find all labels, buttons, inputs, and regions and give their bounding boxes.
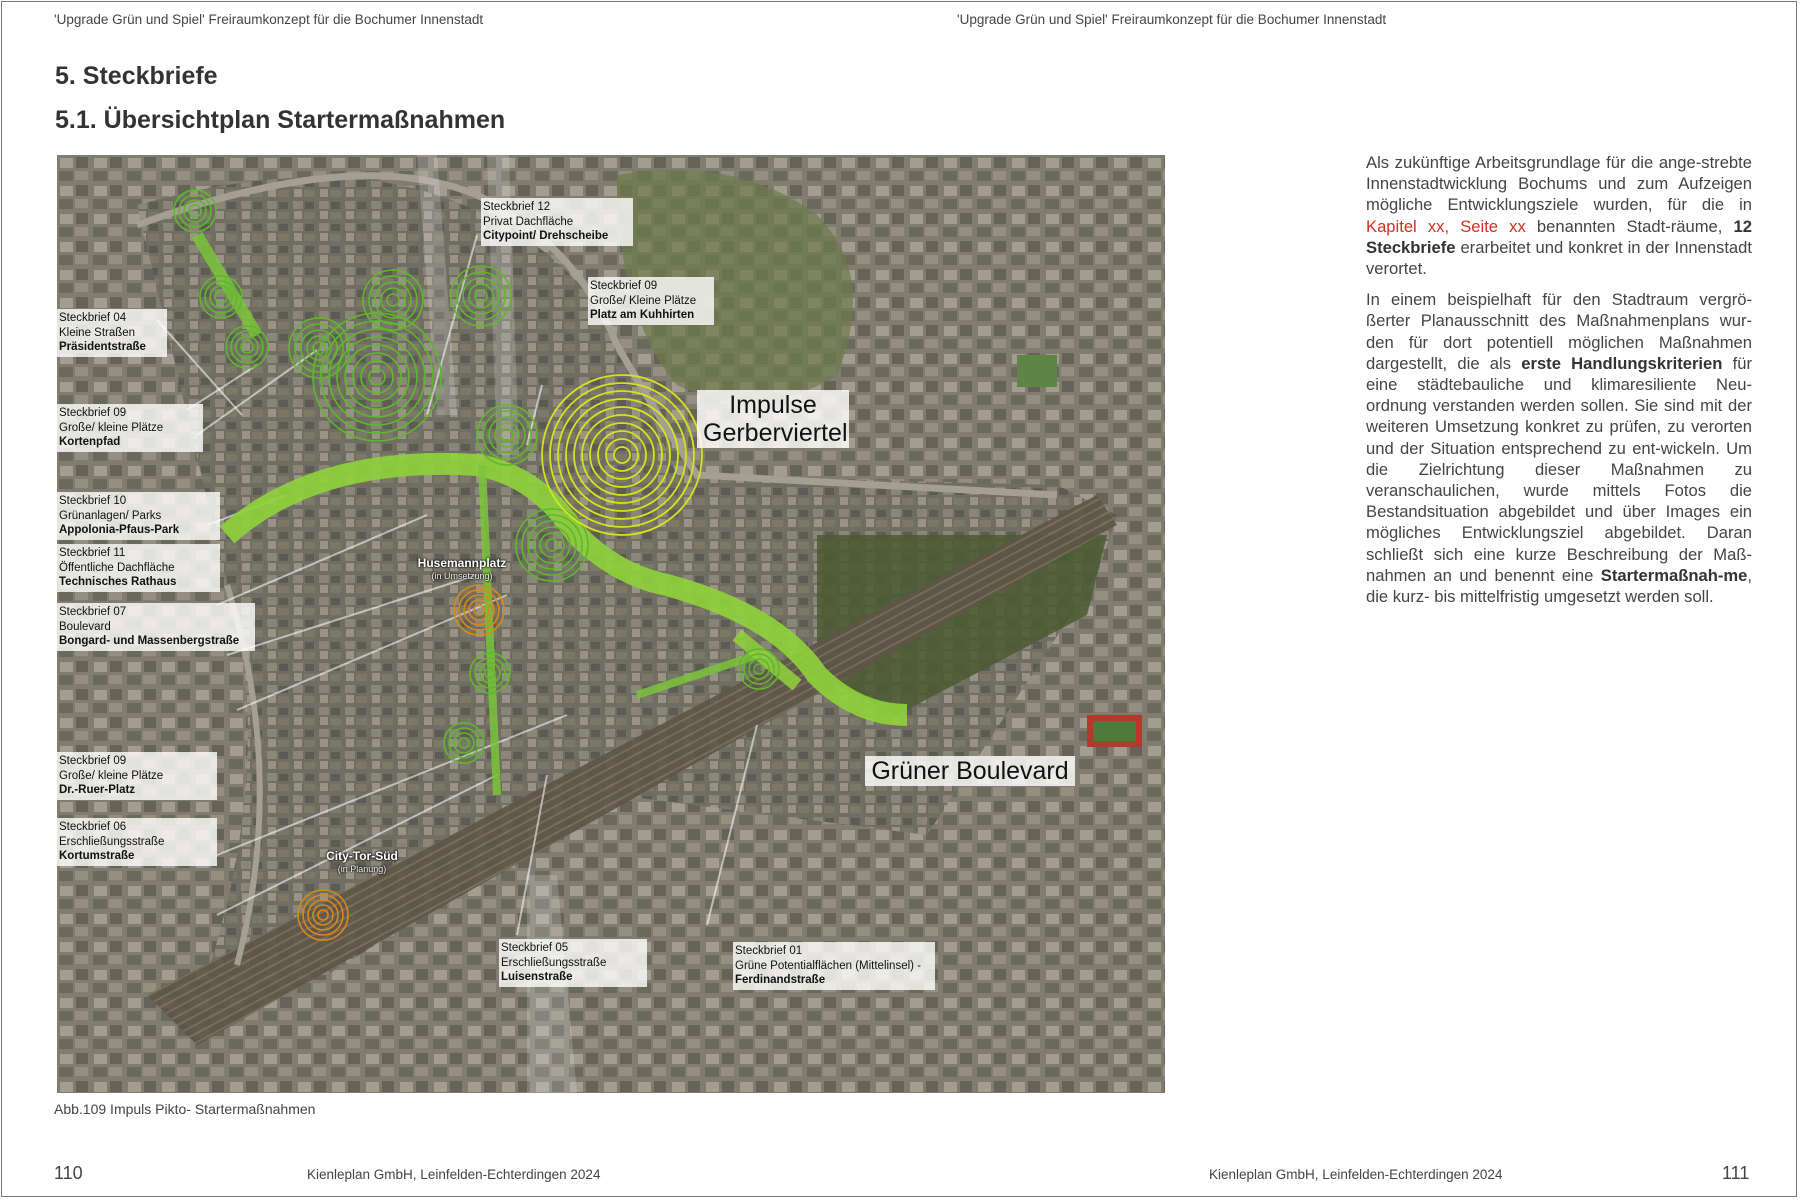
- gruener-boulevard-label: Grüner Boulevard: [865, 756, 1075, 786]
- section-title: 5.1. Übersichtplan Startermaßnahmen: [55, 106, 506, 134]
- callout-steckbrief-12: Steckbrief 12 Privat Dachfläche Citypoint/ Drehscheibe: [481, 198, 633, 246]
- figure-caption: Abb.109 Impuls Pikto- Startermaßnahmen: [54, 1101, 316, 1117]
- paragraph-2: In einem beispielhaft für den Stadtraum vergrö-ßerter Planausschnitt des Maßnahmenplans wur-den für dort potentiell möglichen Maßnahmen dargestellt, die als erste Handlungskriterien für eine städtebauliche und klimaresiliente Neu-ordnung verstanden werden sollen. Sie sind mit der weiteren Umsetzung konkret zu prüfen, zu verorten und der Situation entsprechend zu ent-wickeln. Um die Zielrichtung dieser Maßnahmen zu veranschaulichen, wurde mittels Fotos die Bestandsituation abgebildet und über Images ein mögliches Entwicklungsziel abgebildet. Daran schließt sich eine kurze Beschreibung der Maß-nahmen an und benennt eine Startermaßnah-me, die kurz- bis mittelfristig umgesetzt werden soll.: [1366, 290, 1753, 607]
- callout-steckbrief-11: Steckbrief 11 Öffentliche Dachfläche Technisches Rathaus: [57, 544, 220, 592]
- aerial-map: [57, 155, 1165, 1093]
- running-head-right: 'Upgrade Grün und Spiel' Freiraumkonzept für die Bochumer Innenstadt: [957, 12, 1387, 27]
- callout-steckbrief-09-dr-ruer-platz: Steckbrief 09 Große/ kleine Plätze Dr.-Ruer-Platz: [57, 752, 217, 800]
- callout-steckbrief-05: Steckbrief 05 Erschließungsstraße Luisenstraße: [499, 939, 647, 987]
- callout-steckbrief-04: Steckbrief 04 Kleine Straßen Präsidentstraße: [57, 309, 167, 357]
- callout-steckbrief-01: Steckbrief 01 Grüne Potentialflächen (Mittelinsel) - Ferdinandstraße: [733, 942, 935, 990]
- footer-credit-right: Kienleplan GmbH, Leinfelden-Echterdingen 2024: [1209, 1167, 1503, 1182]
- impulse-gerberviertel-label: Impulse Gerberviertel: [697, 390, 849, 448]
- chapter-reference-link[interactable]: Kapitel xx, Seite xx: [1366, 216, 1526, 236]
- husemannplatz-label: Husemannplatz (in Umsetzung): [417, 556, 507, 581]
- callout-steckbrief-10: Steckbrief 10 Grünanlagen/ Parks Appolonia-Pfaus-Park: [57, 492, 220, 540]
- callout-steckbrief-09-kuhhirten: Steckbrief 09 Große/ Kleine Plätze Platz am Kuhhirten: [588, 277, 714, 325]
- body-text: [1366, 152, 1752, 617]
- page-number-right: 111: [1722, 1163, 1750, 1183]
- field-green: [1017, 355, 1057, 387]
- page-number-left: 110: [54, 1163, 83, 1183]
- city-tor-sued-label: City-Tor-Süd (in Planung): [326, 849, 398, 874]
- chapter-title: 5. Steckbriefe: [55, 62, 218, 90]
- callout-steckbrief-06: Steckbrief 06 Erschließungsstraße Kortumstraße: [57, 818, 217, 866]
- footer-credit-left: Kienleplan GmbH, Leinfelden-Echterdingen 2024: [307, 1167, 601, 1182]
- callout-steckbrief-09-kortenpfad: Steckbrief 09 Große/ kleine Plätze Kortenpfad: [57, 404, 203, 452]
- callout-steckbrief-07: Steckbrief 07 Boulevard Bongard- und Massenbergstraße: [57, 603, 255, 651]
- running-head-left: 'Upgrade Grün und Spiel' Freiraumkonzept für die Bochumer Innenstadt: [54, 12, 484, 27]
- paragraph-1: Als zukünftige Arbeitsgrundlage für die ange-strebte Innenstadtwicklung Bochums und zum Aufzeigen mögliche Entwicklungsziele wurden, für die in Kapitel xx, Seite xx benannten Stadt-räume, 12 Steckbriefe erarbeitet und konkret in der Innenstadt verortet.: [1366, 153, 1752, 279]
